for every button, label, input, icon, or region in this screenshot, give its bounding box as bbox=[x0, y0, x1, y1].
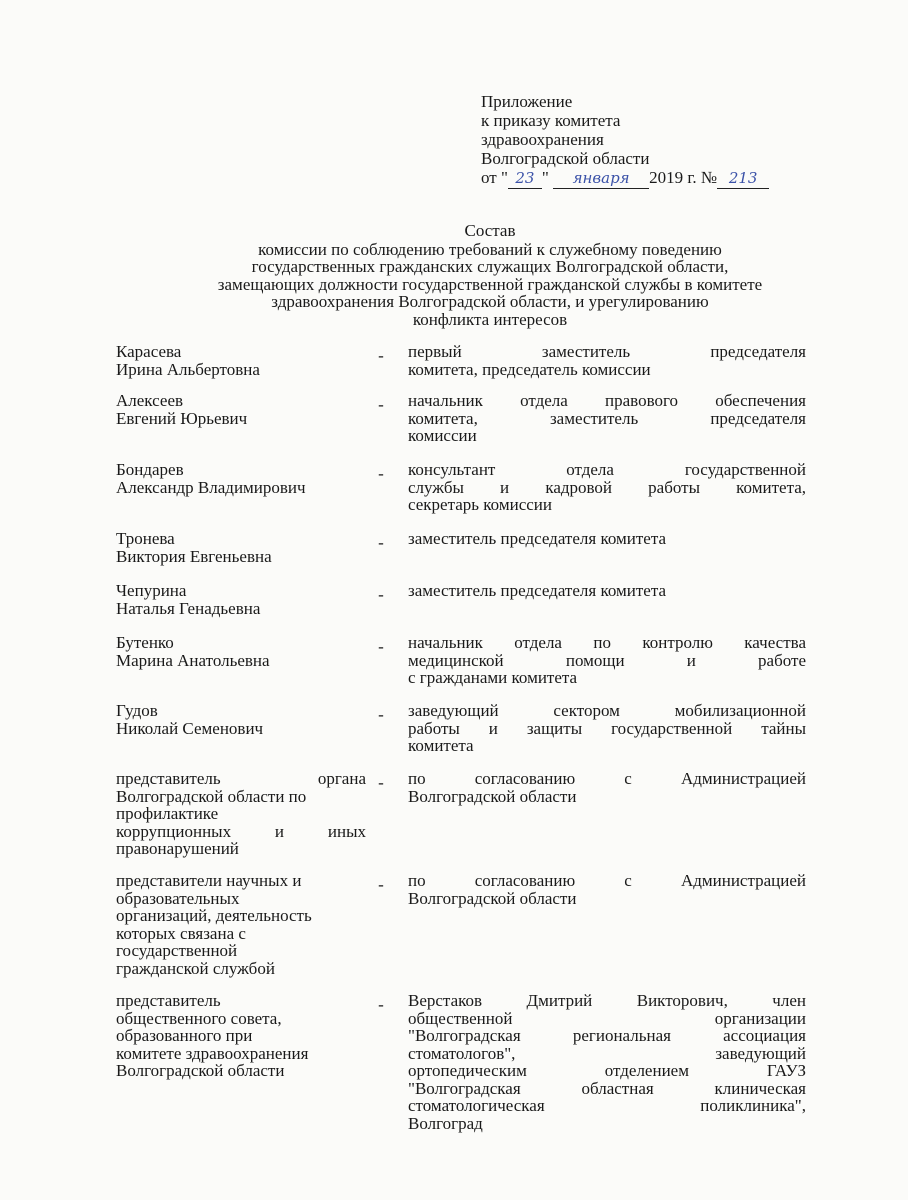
separator-dash: - bbox=[378, 773, 384, 792]
member-name-line: Николай Семенович bbox=[116, 718, 264, 738]
year-text: 2019 г. № bbox=[649, 168, 718, 187]
member-name-line: Бондарев bbox=[116, 460, 184, 479]
member-name bbox=[116, 634, 366, 669]
separator-dash: - bbox=[378, 875, 384, 894]
title-line-3: государственных гражданских служащих Волгоградской области, bbox=[251, 257, 729, 276]
member-role bbox=[408, 634, 806, 687]
member-name-line: комитете здравоохранения bbox=[116, 1043, 309, 1063]
member-role-line: Волгоград bbox=[408, 1113, 483, 1133]
member-name-line: правонарушений bbox=[116, 839, 239, 858]
member-role-line: заведующий сектором мобилизационной bbox=[408, 701, 806, 720]
member-role bbox=[408, 392, 806, 445]
handwritten-month: января bbox=[572, 169, 630, 187]
separator-dash: - bbox=[378, 464, 384, 483]
member-role-line: с гражданами комитета bbox=[408, 668, 578, 687]
annex-line-3: здравоохранения bbox=[481, 130, 604, 149]
member-role-line: Волгоградской области bbox=[408, 786, 577, 806]
member-role-line: "Волгоградская областная клиническая bbox=[408, 1078, 806, 1098]
member-role-line: заместитель председателя комитета bbox=[408, 581, 667, 600]
member-role-line: Волгоградской области bbox=[408, 888, 577, 908]
number-field bbox=[717, 168, 769, 189]
quote-close: " bbox=[541, 168, 549, 187]
member-name bbox=[116, 992, 366, 1080]
member-role bbox=[408, 872, 806, 907]
member-role-line: начальник отдела правового обеспечения bbox=[408, 391, 806, 410]
member-role-line: общественной организации bbox=[408, 1008, 806, 1028]
title-line-2: комиссии по соблюдению требований к служебному поведению bbox=[258, 239, 722, 259]
member-name-line: Алексеев bbox=[116, 391, 184, 410]
member-name-line: Александр Владимирович bbox=[116, 477, 306, 497]
member-name-line: Карасева bbox=[116, 342, 182, 361]
separator-dash: - bbox=[378, 995, 384, 1014]
member-role-line: работы и защиты государственной тайны bbox=[408, 718, 806, 738]
member-role-line: по согласованию с Администрацией bbox=[408, 769, 806, 788]
separator-dash: - bbox=[378, 637, 384, 656]
handwritten-day: 23 bbox=[515, 169, 535, 187]
member-name-line: гражданской службой bbox=[116, 958, 275, 978]
member-role bbox=[408, 582, 806, 600]
member-name-line: Ирина Альбертовна bbox=[116, 359, 260, 379]
member-role bbox=[408, 530, 806, 548]
annex-line-1: Приложение bbox=[481, 92, 573, 111]
title-line-5: здравоохранения Волгоградской области, и урегулированию bbox=[271, 292, 709, 311]
member-role-line: заместитель председателя комитета bbox=[408, 529, 667, 548]
annex-line-2: к приказу комитета bbox=[481, 111, 621, 130]
member-name-line: общественного совета, bbox=[116, 1008, 282, 1028]
member-role-line: комитета bbox=[408, 736, 474, 755]
member-name-line: Гудов bbox=[116, 701, 158, 720]
member-role bbox=[408, 461, 806, 514]
member-name-line: представитель органа bbox=[116, 769, 366, 788]
member-role-line: комитета, председатель комиссии bbox=[408, 359, 651, 379]
separator-dash: - bbox=[378, 346, 384, 365]
member-name-line: профилактике bbox=[116, 804, 219, 823]
member-role-line: Верстаков Дмитрий Викторович, член bbox=[408, 991, 806, 1010]
member-name-line: Виктория Евгеньевна bbox=[116, 546, 272, 566]
member-name bbox=[116, 530, 366, 565]
separator-dash: - bbox=[378, 395, 384, 414]
member-role-line: медицинской помощи и работе bbox=[408, 650, 806, 670]
member-role-line: стоматологов", заведующий bbox=[408, 1043, 806, 1063]
member-name bbox=[116, 872, 366, 977]
member-role-line: службы и кадровой работы комитета, bbox=[408, 477, 806, 497]
title-line-6: конфликта интересов bbox=[412, 309, 568, 329]
day-field bbox=[508, 168, 542, 189]
handwritten-number: 213 bbox=[728, 169, 758, 187]
member-name bbox=[116, 392, 366, 427]
member-name-line: представитель bbox=[116, 991, 221, 1010]
separator-dash: - bbox=[378, 585, 384, 604]
title-line-1: Состав bbox=[464, 221, 516, 240]
annex-header bbox=[481, 92, 769, 189]
separator-dash: - bbox=[378, 705, 384, 724]
member-role-line: стоматологическая поликлиника", bbox=[408, 1096, 806, 1115]
member-name-line: Бутенко bbox=[116, 633, 174, 652]
member-role bbox=[408, 992, 806, 1132]
member-name-line: Волгоградской области по bbox=[116, 786, 307, 806]
member-name-line: которых связана с bbox=[116, 923, 246, 943]
member-role-line: комиссии bbox=[408, 426, 477, 445]
member-name-line: Тронева bbox=[116, 529, 175, 548]
member-role bbox=[408, 770, 806, 805]
member-role-line: по согласованию с Администрацией bbox=[408, 871, 806, 890]
member-role bbox=[408, 702, 806, 755]
month-field bbox=[553, 168, 649, 189]
member-role bbox=[408, 343, 806, 378]
member-name-line: образовательных bbox=[116, 888, 240, 908]
date-prefix: от " bbox=[481, 168, 508, 187]
member-name-line: Евгений Юрьевич bbox=[116, 408, 248, 428]
separator-dash: - bbox=[378, 533, 384, 552]
member-name-line: представители научных и bbox=[116, 871, 302, 890]
member-role-line: начальник отдела по контролю качества bbox=[408, 633, 806, 652]
member-role-line: ортопедическим отделением ГАУЗ bbox=[408, 1061, 806, 1080]
member-name bbox=[116, 702, 366, 737]
member-name bbox=[116, 770, 366, 858]
member-name-line: Марина Анатольевна bbox=[116, 650, 270, 670]
member-role-line: комитета, заместитель председателя bbox=[408, 408, 806, 428]
member-name-line: Чепурина bbox=[116, 581, 187, 600]
member-name-line: государственной bbox=[116, 941, 238, 960]
member-name-line: коррупционных и иных bbox=[116, 821, 366, 841]
member-name-line: образованного при bbox=[116, 1026, 253, 1045]
annex-line-4: Волгоградской области bbox=[481, 149, 650, 168]
member-name bbox=[116, 461, 366, 496]
title-line-4: замещающих должности государственной гражданской службы в комитете bbox=[217, 274, 763, 294]
member-role-line: консультант отдела государственной bbox=[408, 460, 806, 479]
document-title bbox=[160, 222, 820, 328]
member-name bbox=[116, 343, 366, 378]
member-name-line: организаций, деятельность bbox=[116, 906, 312, 925]
member-name bbox=[116, 582, 366, 617]
member-name-line: Наталья Генадьевна bbox=[116, 598, 261, 618]
member-role-line: "Волгоградская региональная ассоциация bbox=[408, 1026, 806, 1045]
member-name-line: Волгоградской области bbox=[116, 1061, 285, 1080]
member-role-line: первый заместитель председателя bbox=[408, 342, 806, 361]
member-role-line: секретарь комиссии bbox=[408, 495, 553, 514]
annex-date-line bbox=[481, 168, 769, 189]
